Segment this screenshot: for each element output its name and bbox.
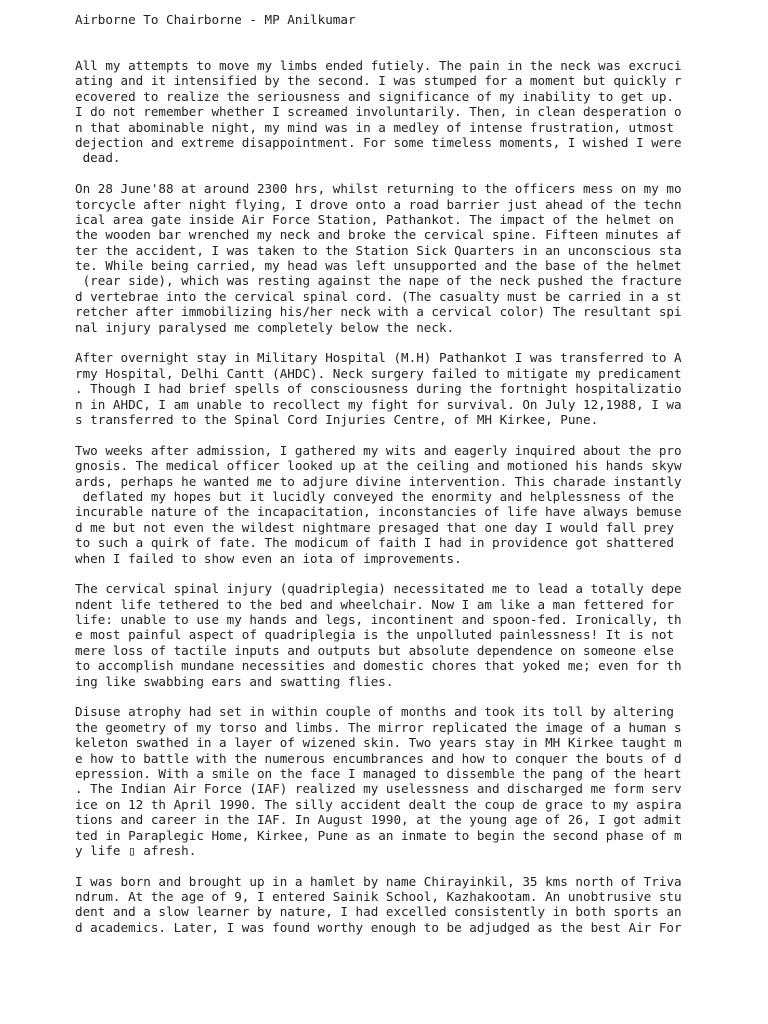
text-line: to such a quirk of fate. The modicum of faith I had in providence got shattered — [75, 535, 674, 551]
text-line: . Though I had brief spells of consciousness during the fortnight hospitalizatio — [75, 381, 682, 397]
text-line: ted in Paraplegic Home, Kirkee, Pune as an inmate to begin the second phase of m — [75, 827, 682, 843]
paragraph — [75, 874, 755, 936]
text-line: the wooden bar wrenched my neck and broke the cervical spine. Fifteen minutes af — [75, 227, 682, 243]
paragraph — [75, 350, 755, 427]
text-line: e most painful aspect of quadriplegia is the unpolluted painlessness! It is not — [75, 627, 674, 643]
text-line: s transferred to the Spinal Cord Injuries Centre, of MH Kirkee, Pune. — [75, 411, 599, 427]
text-line: retcher after immobilizing his/her neck with a cervical color) The resultant spi — [75, 304, 682, 320]
text-line: d academics. Later, I was found worthy enough to be adjudged as the best Air For — [75, 919, 682, 935]
text-line: On 28 June'88 at around 2300 hrs, whilst returning to the officers mess on my mo — [75, 181, 682, 197]
text-line: ndent life tethered to the bed and wheelchair. Now I am like a man fettered for — [75, 596, 674, 612]
text-line: ing like swabbing ears and swatting flies. — [75, 673, 394, 689]
text-line: . The Indian Air Force (IAF) realized my uselessness and discharged me form serv — [75, 781, 682, 797]
text-line: life: unable to use my hands and legs, incontinent and spoon-fed. Ironically, th — [75, 612, 682, 628]
text-line: incurable nature of the incapacitation, inconstancies of life have always bemuse — [75, 504, 682, 520]
text-line: dent and a slow learner by nature, I had excelled consistently in both sports an — [75, 904, 682, 920]
text-line: when I failed to show even an iota of improvements. — [75, 550, 462, 566]
text-line: ical area gate inside Air Force Station, Pathankot. The impact of the helmet on — [75, 211, 674, 227]
text-line: dead. — [75, 150, 121, 166]
paragraph — [75, 581, 755, 689]
text-line: The cervical spinal injury (quadriplegia) necessitated me to lead a totally depe — [75, 581, 682, 597]
text-line: tions and career in the IAF. In August 1990, at the young age of 26, I got admit — [75, 812, 682, 828]
text-line: After overnight stay in Military Hospital (M.H) Pathankot I was transferred to A — [75, 350, 682, 366]
text-line: e how to battle with the numerous encumbrances and how to conquer the bouts of d — [75, 750, 682, 766]
text-line: ecovered to realize the seriousness and significance of my inability to get up. — [75, 88, 674, 104]
text-line: te. While being carried, my head was left unsupported and the base of the helmet — [75, 258, 682, 274]
text-line: mere loss of tactile inputs and outputs but absolute dependence on someone else — [75, 642, 674, 658]
text-line: deflated my hopes but it lucidly conveyed the enormity and helplessness of the — [75, 488, 674, 504]
text-line: ating and it intensified by the second. I was stumped for a moment but quickly r — [75, 73, 682, 89]
text-line: ter the accident, I was taken to the Station Sick Quarters in an unconscious sta — [75, 242, 682, 258]
text-line: ndrum. At the age of 9, I entered Sainik School, Kazhakootam. An unobtrusive stu — [75, 889, 682, 905]
text-line: I do not remember whether I screamed involuntarily. Then, in clean desperation o — [75, 104, 682, 120]
text-line: torcycle after night flying, I drove onto a road barrier just ahead of the techn — [75, 196, 682, 212]
text-line: (rear side), which was resting against the nape of the neck pushed the fracture — [75, 273, 682, 289]
text-line: All my attempts to move my limbs ended futiely. The pain in the neck was excruci — [75, 58, 682, 73]
text-line: d me but not even the wildest nightmare presaged that one day I would fall prey — [75, 519, 674, 535]
text-line: Two weeks after admission, I gathered my wits and eagerly inquired about the pro — [75, 442, 682, 458]
text-line: dejection and extreme disappointment. For some timeless moments, I wished I were — [75, 134, 682, 150]
document-body — [75, 58, 755, 951]
paragraph — [75, 704, 755, 858]
paragraph — [75, 58, 755, 166]
document-title: Airborne To Chairborne - MP Anilkumar — [75, 12, 356, 27]
text-line: to accomplish mundane necessities and domestic chores that yoked me; even for th — [75, 658, 682, 674]
text-line: y life ▯ afresh. — [75, 842, 197, 858]
text-line: the geometry of my torso and limbs. The mirror replicated the image of a human s — [75, 719, 682, 735]
text-line: epression. With a smile on the face I managed to dissemble the pang of the heart — [75, 765, 682, 781]
text-line: keleton swathed in a layer of wizened skin. Two years stay in MH Kirkee taught m — [75, 735, 682, 751]
text-line: ards, perhaps he wanted me to adjure divine intervention. This charade instantly — [75, 473, 682, 489]
text-line: I was born and brought up in a hamlet by name Chirayinkil, 35 kms north of Triva — [75, 873, 682, 889]
text-line: ice on 12 th April 1990. The silly accident dealt the coup de grace to my aspira — [75, 796, 682, 812]
paragraph — [75, 443, 755, 566]
text-line: rmy Hospital, Delhi Cantt (AHDC). Neck surgery failed to mitigate my predicament — [75, 365, 682, 381]
text-line: n in AHDC, I am unable to recollect my fight for survival. On July 12,1988, I wa — [75, 396, 682, 412]
text-line: nal injury paralysed me completely below the neck. — [75, 319, 455, 335]
text-line: d vertebrae into the cervical spinal cord. (The casualty must be carried in a st — [75, 288, 682, 304]
paragraph — [75, 181, 755, 335]
text-line: gnosis. The medical officer looked up at the ceiling and motioned his hands skyw — [75, 458, 682, 474]
text-line: Disuse atrophy had set in within couple of months and took its toll by altering — [75, 704, 674, 720]
text-line: n that abominable night, my mind was in a medley of intense frustration, utmost — [75, 119, 674, 135]
